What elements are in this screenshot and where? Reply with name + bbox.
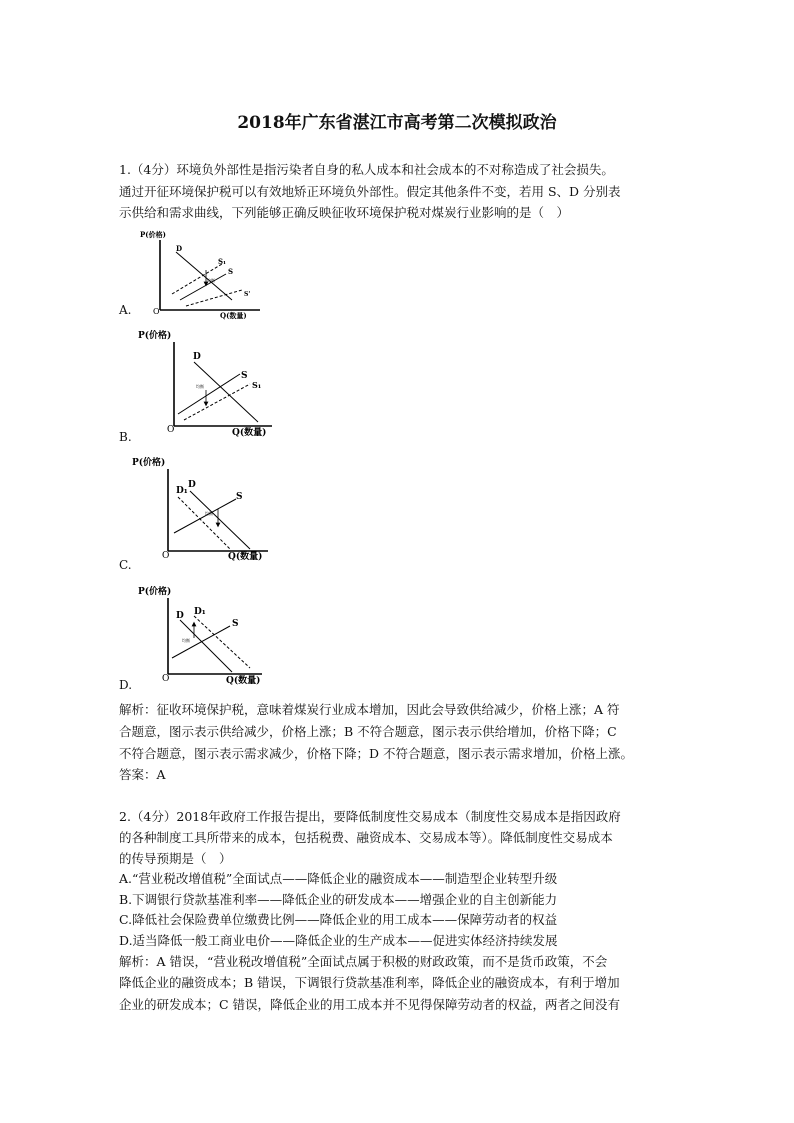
label-s-prime: S' <box>244 291 251 298</box>
curve-s <box>174 499 236 533</box>
label-origin: O <box>162 674 170 684</box>
label-equilibrium: 均衡 <box>207 278 215 283</box>
label-s1: S₁ <box>218 257 227 266</box>
option-a-label: A. <box>119 303 132 317</box>
label-quantity: Q(数量) <box>228 552 263 562</box>
label-d: D <box>193 352 201 362</box>
label-s: S <box>236 492 243 502</box>
q2-analysis-1: 解析：A 错误，“营业税改增值税”全面试点属于积极的财政政策，而不是货币政策，不会 <box>119 954 608 969</box>
q2-option-c: C.降低社会保险费单位缴费比例——降低企业的用工成本——保障劳动者的权益 <box>119 912 558 927</box>
label-price: P(价格) <box>132 458 166 468</box>
label-quantity: Q(数量) <box>220 311 247 320</box>
label-price: P(价格) <box>138 587 172 597</box>
label-price: P(价格) <box>140 230 166 239</box>
curve-d <box>194 362 258 422</box>
option-c-label: C. <box>119 558 132 572</box>
figure-d <box>138 582 275 688</box>
q1-line-2: 通过开征环境保护税可以有效地矫正环境负外部性。假定其他条件不变，若用 S、D 分别表 <box>119 184 621 199</box>
label-s: S <box>228 267 234 276</box>
q2-option-b: B.下调银行贷款基准利率——降低企业的研发成本——增强企业的自主创新能力 <box>119 892 558 907</box>
figure-a <box>140 228 270 320</box>
curve-s <box>180 274 226 300</box>
label-s1: S₁ <box>252 380 262 390</box>
label-s: S <box>232 619 239 629</box>
option-b-label: B. <box>119 430 132 444</box>
q2-option-a: A.“营业税改增值税”全面试点——降低企业的融资成本——制造型企业转型升级 <box>119 871 558 886</box>
q1-line-1: 1.（4分）环境负外部性是指污染者自身的私人成本和社会成本的不对称造成了社会损失。 <box>119 162 614 177</box>
label-equilibrium: 均衡 <box>182 638 190 643</box>
q1-line-3: 示供给和需求曲线，下列能够正确反映征收环境保护税对煤炭行业影响的是（ ） <box>119 205 570 220</box>
q2-line-1: 2.（4分）2018年政府工作报告提出，要降低制度性交易成本（制度性交易成本是指因政府 <box>119 809 621 824</box>
q1-analysis-1: 解析：征收环境保护税，意味着煤炭行业成本增加，因此会导致供给减少，价格上涨；A 符 <box>119 702 620 717</box>
label-d1: D₁ <box>176 486 188 496</box>
q2-option-d: D.适当降低一般工商业电价——降低企业的生产成本——促进实体经济持续发展 <box>119 933 558 948</box>
q1-analysis-2: 合题意，图示表示供给减少，价格上涨；B 不符合题意，图示表示供给增加，价格下降；C <box>119 724 617 739</box>
q1-answer: 答案：A <box>119 767 166 782</box>
label-origin: O <box>167 425 175 435</box>
label-origin: O <box>162 551 170 561</box>
label-d: D <box>176 611 184 621</box>
label-d: D <box>188 480 196 490</box>
q2-line-2: 的各种制度工具所带来的成本，包括税费、融资成本、交易成本等）。降低制度性交易成本 <box>119 830 613 845</box>
figure-c <box>132 453 280 563</box>
q2-line-3: 的传导预期是（ ） <box>119 851 232 866</box>
q1-analysis-3: 不符合题意，图示表示需求减少，价格下降；D 不符合题意，图示表示需求增加，价格上涨。 <box>119 746 633 761</box>
page-title: 2018年广东省湛江市高考第二次模拟政治 <box>237 113 557 133</box>
label-quantity: Q(数量) <box>232 428 267 438</box>
q2-analysis-2: 降低企业的融资成本；B 错误，下调银行贷款基准利率，降低企业的融资成本，有利于增加 <box>119 975 620 990</box>
figure-b <box>138 328 285 440</box>
q2-analysis-3: 企业的研发成本；C 错误，降低企业的用工成本并不见得保障劳动者的权益，两者之间没有 <box>119 997 621 1012</box>
curve-s <box>178 374 240 414</box>
label-equilibrium: 均衡 <box>196 384 204 389</box>
option-d-label: D. <box>119 678 133 692</box>
label-quantity: Q(数量) <box>226 676 261 686</box>
label-origin: O <box>153 307 160 316</box>
label-d1: D₁ <box>194 607 206 617</box>
label-s: S <box>241 371 248 381</box>
label-d: D <box>176 244 183 253</box>
label-price: P(价格) <box>138 331 172 341</box>
label-equilibrium: 均衡 <box>205 511 213 516</box>
